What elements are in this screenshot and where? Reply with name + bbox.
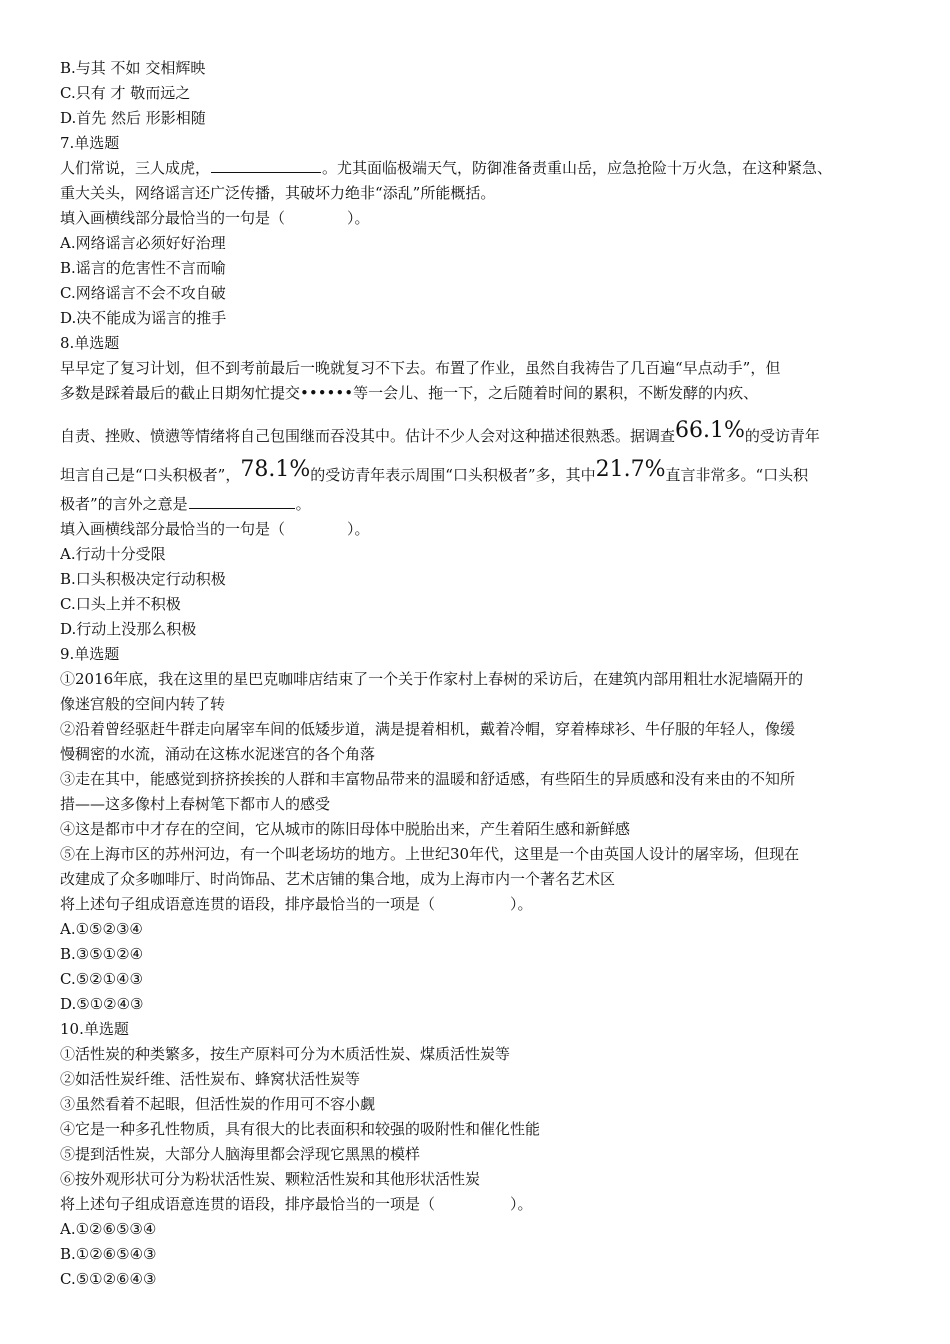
q9-option-b: B.③⑤①②④ bbox=[60, 945, 144, 963]
q7-option-d: D.决不能成为谣言的推手 bbox=[60, 309, 227, 327]
q8-pct-66: 66.1% bbox=[675, 418, 745, 443]
q6-option-b: B.与其 不如 交相辉映 bbox=[60, 59, 206, 77]
q7-prompt bbox=[60, 206, 900, 231]
q10-option-a: A.①②⑥⑤③④ bbox=[60, 1220, 157, 1238]
q6-option-d: D.首先 然后 形影相随 bbox=[60, 109, 206, 127]
q9-sentence-5b: 改建成了众多咖啡厅、时尚饰品、艺术店铺的集合地，成为上海市内一个著名艺术区 bbox=[60, 870, 616, 888]
q8-option-c: C.口头上并不积极 bbox=[60, 595, 181, 613]
q7-stem-pre: 人们常说，三人成虎， bbox=[60, 159, 211, 177]
q8-pct-78: 78.1% bbox=[240, 457, 311, 482]
q10-sentence-2: ②如活性炭纤维、活性炭布、蜂窝状活性炭等 bbox=[60, 1070, 361, 1088]
q8-line4 bbox=[60, 453, 900, 492]
q7-option-b: B.谣言的危害性不言而喻 bbox=[60, 259, 226, 277]
q8-option-b: B.口头积极决定行动积极 bbox=[60, 570, 226, 588]
q10-sentence-5: ⑤提到活性炭，大部分人脑海里都会浮现它黑黑的模样 bbox=[60, 1145, 421, 1163]
q8-line3-post: 的受访青年 bbox=[744, 427, 820, 445]
q9-title: 9.单选题 bbox=[60, 645, 120, 663]
q9-prompt-pre: 将上述句子组成语意连贯的语段，排序最恰当的一项是（ bbox=[60, 895, 436, 913]
q9-sentence-1b: 像迷宫般的空间内转了转 bbox=[60, 695, 226, 713]
q9-sentence-1a: ①2016年底，我在这里的星巴克咖啡店结束了一个关于作家村上春树的采访后，在建筑内部用粗壮水泥墙隔开的 bbox=[60, 670, 804, 688]
q8-answer-blank bbox=[189, 507, 295, 509]
q8-line4-post: 直言非常多。“口头积 bbox=[665, 466, 809, 484]
q9-prompt-post: ）。 bbox=[510, 895, 533, 913]
q8-prompt-pre: 填入画横线部分最恰当的一句是（ bbox=[60, 520, 286, 538]
q7-stem-line1 bbox=[60, 156, 900, 181]
q8-line2: 多数是踩着最后的截止日期匆忙提交••••••等一会儿、拖一下，之后随着时间的累积，不断发酵的内疚、 bbox=[60, 384, 759, 402]
q10-sentence-3: ③虽然看着不起眼，但活性炭的作用可不容小觑 bbox=[60, 1095, 376, 1113]
document-page bbox=[60, 56, 900, 1292]
q8-prompt-post: ）。 bbox=[347, 520, 370, 538]
q7-title: 7.单选题 bbox=[60, 134, 120, 152]
q8-pct-21: 21.7% bbox=[595, 457, 666, 482]
q9-prompt bbox=[60, 892, 900, 917]
q10-prompt bbox=[60, 1192, 900, 1217]
q8-line3 bbox=[60, 414, 900, 453]
q9-sentence-5a: ⑤在上海市区的苏州河边，有一个叫老场坊的地方。上世纪30年代，这里是一个由英国人设计的屠宰场，但现在 bbox=[60, 845, 800, 863]
q9-sentence-3b: 措——这多像村上春树笔下都市人的感受 bbox=[60, 795, 331, 813]
q10-prompt-post: ）。 bbox=[510, 1195, 533, 1213]
q9-option-d: D.⑤①②④③ bbox=[60, 995, 144, 1013]
q10-option-b: B.①②⑥⑤④③ bbox=[60, 1245, 157, 1263]
q10-title: 10.单选题 bbox=[60, 1020, 129, 1038]
q8-prompt bbox=[60, 517, 900, 542]
q8-line5-post: 。 bbox=[295, 495, 311, 513]
q9-sentence-2a: ②沿着曾经驱赶牛群走向屠宰车间的低矮步道，满是提着相机，戴着冷帽，穿着棒球衫、牛仔服的年轻人，像缓 bbox=[60, 720, 796, 738]
q9-option-c: C.⑤②①④③ bbox=[60, 970, 143, 988]
q10-sentence-4: ④它是一种多孔性物质，具有很大的比表面积和较强的吸附性和催化性能 bbox=[60, 1120, 541, 1138]
q8-line4-mid: 的受访青年表示周围“口头积极者”多，其中 bbox=[310, 466, 596, 484]
q7-prompt-pre: 填入画横线部分最恰当的一句是（ bbox=[60, 209, 286, 227]
q7-option-a: A.网络谣言必须好好治理 bbox=[60, 234, 226, 252]
q8-line5 bbox=[60, 492, 900, 517]
q9-sentence-2b: 慢稠密的水流，涌动在这栋水泥迷宫的各个角落 bbox=[60, 745, 376, 763]
q7-prompt-post: ）。 bbox=[347, 209, 370, 227]
q10-sentence-6: ⑥按外观形状可分为粉状活性炭、颗粒活性炭和其他形状活性炭 bbox=[60, 1170, 481, 1188]
q7-stem-line2: 重大关头，网络谣言还广泛传播，其破坏力绝非“添乱”所能概括。 bbox=[60, 184, 496, 202]
q8-line1: 早早定了复习计划，但不到考前最后一晚就复习不下去。布置了作业，虽然自我祷告了几百遍“早点动手”，但 bbox=[60, 359, 781, 377]
q8-option-d: D.行动上没那么积极 bbox=[60, 620, 197, 638]
q7-option-c: C.网络谣言不会不攻自破 bbox=[60, 284, 226, 302]
q7-stem-post: 。尤其面临极端天气，防御准备责重山岳，应急抢险十万火急，在这种紧急、 bbox=[322, 159, 833, 177]
q10-sentence-1: ①活性炭的种类繁多，按生产原料可分为木质活性炭、煤质活性炭等 bbox=[60, 1045, 511, 1063]
q6-option-c: C.只有 才 敬而远之 bbox=[60, 84, 191, 102]
q9-option-a: A.①⑤②③④ bbox=[60, 920, 143, 938]
q10-prompt-pre: 将上述句子组成语意连贯的语段，排序最恰当的一项是（ bbox=[60, 1195, 436, 1213]
q8-option-a: A.行动十分受限 bbox=[60, 545, 166, 563]
q9-sentence-4: ④这是都市中才存在的空间，它从城市的陈旧母体中脱胎出来，产生着陌生感和新鲜感 bbox=[60, 820, 631, 838]
q8-line5-pre: 极者”的言外之意是 bbox=[60, 495, 188, 513]
q8-line3-pre: 自责、挫败、愤懑等情绪将自己包围继而吞没其中。估计不少人会对这种描述很熟悉。据调查 bbox=[60, 427, 676, 445]
q7-answer-blank bbox=[211, 171, 321, 173]
q10-option-c: C.⑤①②⑥④③ bbox=[60, 1270, 157, 1288]
q8-line4-pre: 坦言自己是“口头积极者”， bbox=[60, 466, 241, 484]
q9-sentence-3a: ③走在其中，能感觉到挤挤挨挨的人群和丰富物品带来的温暖和舒适感，有些陌生的异质感和没有来由的不知所 bbox=[60, 770, 796, 788]
q8-title: 8.单选题 bbox=[60, 334, 120, 352]
